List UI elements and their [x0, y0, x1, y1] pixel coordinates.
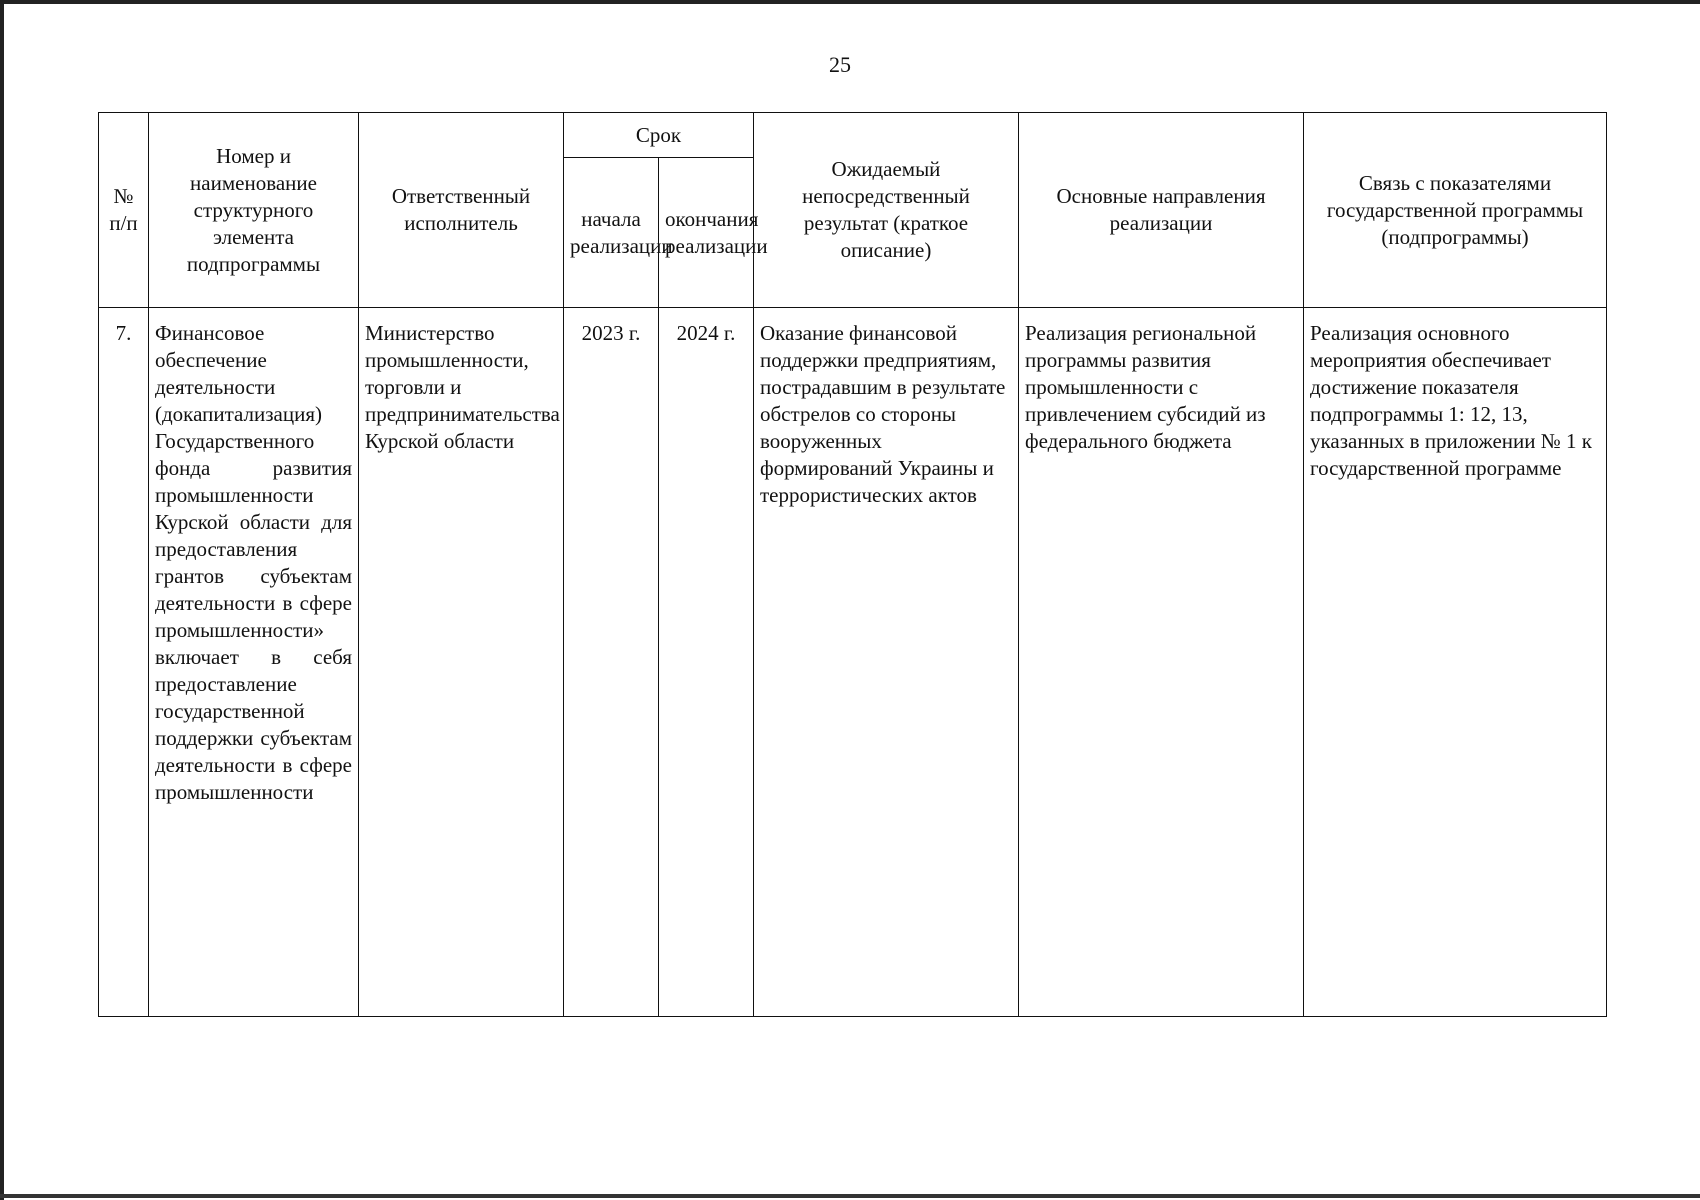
cell-num: 7. — [99, 308, 149, 1017]
header-num: № п/п — [99, 113, 149, 308]
cell-executor: Министерство промышленности, торговли и предпринимательства Курской области — [359, 308, 564, 1017]
cell-directions: Реализация региональной программы развития промышленности с привлечением субсидий из федерального бюджета — [1019, 308, 1304, 1017]
cell-end: 2024 г. — [659, 308, 754, 1017]
cell-element: Финансовое обеспечение деятельности (докапитализация) Государственного фонда развития промышленности Курской области для предоставления грантов субъектам деятельности в сфере промышленности» включает в себя предоставление государственной поддержки субъектам деятельности в сфере промышленности — [149, 308, 359, 1017]
cell-link: Реализация основного мероприятия обеспечивает достижение показателя подпрограммы 1: 12, 13, указанных в приложении № 1 к государственной программе — [1304, 308, 1607, 1017]
cell-start: 2023 г. — [564, 308, 659, 1017]
header-srok: Срок — [564, 113, 754, 158]
header-result: Ожидаемый непосредственный результат (краткое описание) — [754, 113, 1019, 308]
scan-border-top — [0, 0, 1700, 4]
page-number: 25 — [829, 52, 851, 77]
table-header-row — [99, 113, 1607, 158]
header-link: Связь с показателями государственной программы (подпрограммы) — [1304, 113, 1607, 308]
header-end: окончания реализации — [659, 158, 754, 308]
cell-result: Оказание финансовой поддержки предприятиям, пострадавшим в результате обстрелов со стороны вооруженных формирований Украины и террористических актов — [754, 308, 1019, 1017]
header-executor: Ответственный исполнитель — [359, 113, 564, 308]
header-element: Номер и наименование структурного элемента подпрограммы — [149, 113, 359, 308]
table-row — [99, 308, 1607, 1017]
header-directions: Основные направления реализации — [1019, 113, 1304, 308]
scan-border-left — [0, 0, 4, 1200]
program-table — [98, 112, 1607, 1017]
header-start: начала реализации — [564, 158, 659, 308]
scan-border-bottom — [0, 1194, 1700, 1198]
